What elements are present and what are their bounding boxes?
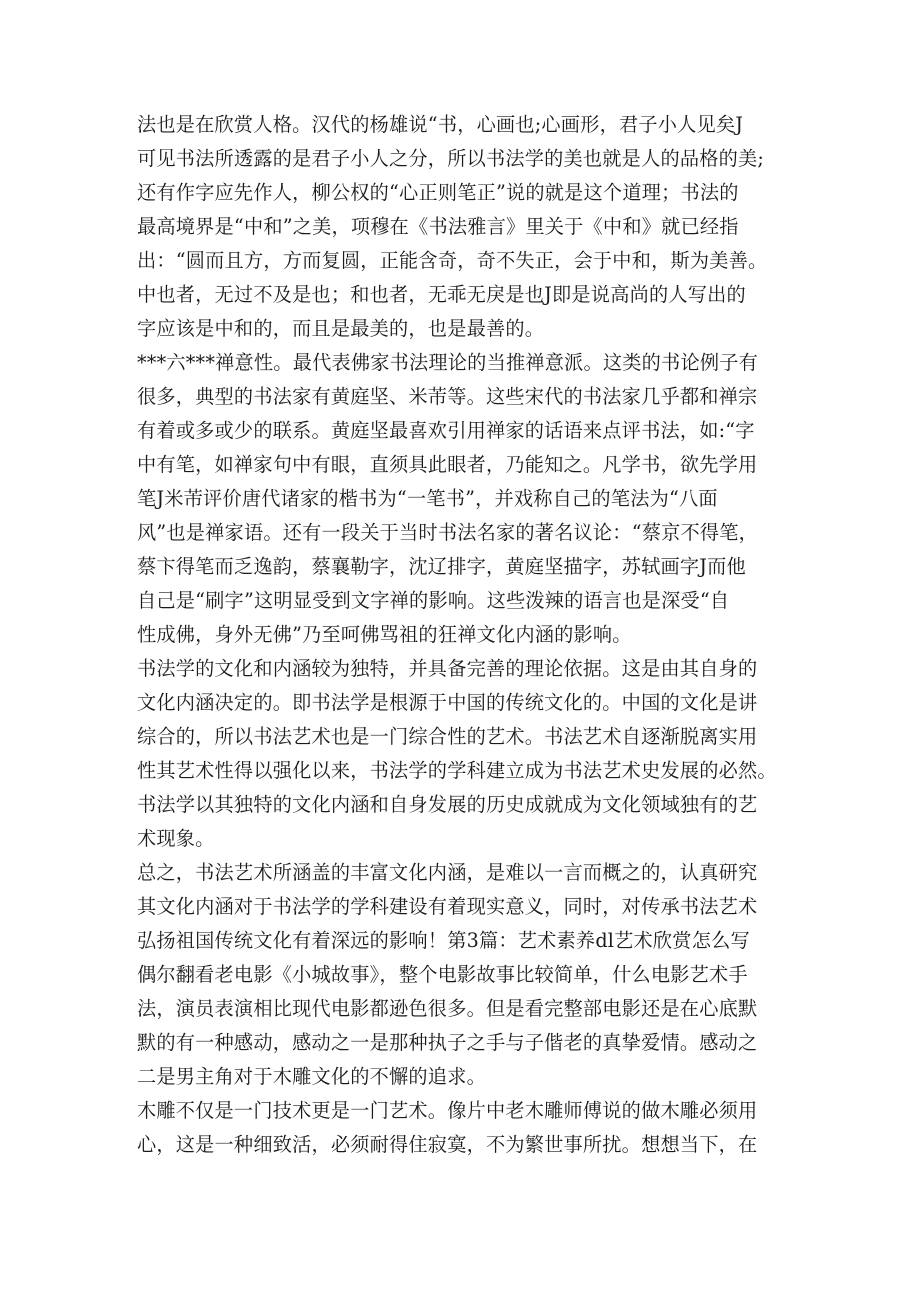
text-line: 书法学的文化和内涵较为独特，并具备完善的理论依据。这是由其自身的 <box>137 657 758 680</box>
text-line: 弘扬祖国传统文化有着深远的影响！第3篇：艺术素养dl艺术欣赏怎么写 <box>137 929 750 952</box>
text-line: 很多，典型的书法家有黄庭坚、米芾等。这些宋代的书法家几乎都和禅宗 <box>137 385 758 408</box>
text-line: 法，演员表演相比现代电影都逊色很多。但是看完整部电影还是在心底默 <box>137 997 758 1020</box>
text-line: 自己是“刷字”这明显受到文字禅的影响。这些泼辣的语言也是深受“自 <box>137 589 730 612</box>
text-line: 书法学以其独特的文化内涵和自身发展的历史成就成为文化领域独有的艺 <box>137 793 758 816</box>
text-line: 蔡卞得笔而乏逸韵，蔡襄勒字，沈辽排字，黄庭坚描字，苏轼画字J而他 <box>137 555 746 578</box>
text-line: 可见书法所透露的是君子小人之分，所以书法学的美也就是人的品格的美; <box>137 147 765 170</box>
text-line: 性其艺术性得以强化以来，书法学的学科建立成为书法艺术史发展的必然。 <box>137 759 777 782</box>
text-line: 风”也是禅家语。还有一段关于当时书法名家的著名议论：“蔡京不得笔， <box>137 521 759 544</box>
text-line: 中有笔，如禅家句中有眼，直须具此眼者，乃能知之。凡学书，欲先学用 <box>137 453 758 476</box>
body-text <box>137 108 797 1162</box>
text-line: 文化内涵决定的。即书法学是根源于中国的传统文化的。中国的文化是讲 <box>137 691 758 714</box>
text-line: 二是男主角对于木雕文化的不懈的追求。 <box>137 1065 486 1088</box>
text-line: 性成佛，身外无佛”乃至呵佛骂祖的狂禅文化内涵的影响。 <box>137 623 632 646</box>
text-line: 综合的，所以书法艺术也是一门综合性的艺术。书法艺术自逐渐脱离实用 <box>137 725 758 748</box>
text-line: 偶尔翻看老电影《小城故事》，整个电影故事比较简单，什么电影艺术手 <box>137 963 748 986</box>
text-line: 字应该是中和的，而且是最美的，也是最善的。 <box>137 317 545 340</box>
text-line: 最高境界是“中和”之美，项穆在《书法雅言》里关于《中和》就已经指 <box>137 215 739 238</box>
text-line: 术现象。 <box>137 827 215 850</box>
text-line: 有着或多或少的联系。黄庭坚最喜欢引用禅家的话语来点评书法，如:“字 <box>137 419 755 442</box>
text-line: 心，这是一种细致活，必须耐得住寂寞，不为繁世事所扰。想想当下，在 <box>137 1133 758 1156</box>
text-line: 总之，书法艺术所涵盖的丰富文化内涵，是难以一言而概之的，认真研究 <box>137 861 758 884</box>
text-line: ***六***禅意性。最代表佛家书法理论的当推禅意派。这类的书论例子有 <box>137 351 758 374</box>
text-line: 其文化内涵对于书法学的学科建设有着现实意义，同时，对传承书法艺术 <box>137 895 758 918</box>
text-line: 出：“圆而且方，方而复圆，正能含奇，奇不失正，会于中和，斯为美善。 <box>137 249 768 272</box>
text-line: 中也者，无过不及是也；和也者，无乖无戾是也J即是说高尚的人写出的 <box>137 283 746 306</box>
text-line: 默的有一种感动，感动之一是那种执子之手与子偕老的真挚爱情。感动之 <box>137 1031 758 1054</box>
text-line: 木雕不仅是一门技术更是一门艺术。像片中老木雕师傅说的做木雕必须用 <box>137 1099 758 1122</box>
text-line: 法也是在欣赏人格。汉代的杨雄说“书，心画也;心画形，君子小人见矣J <box>137 113 744 136</box>
text-line: 笔J米芾评价唐代诸家的楷书为“一笔书”，并戏称自己的笔法为“八面 <box>137 487 718 510</box>
text-line: 还有作字应先作人，柳公权的“心正则笔正”说的就是这个道理；书法的 <box>137 181 739 204</box>
